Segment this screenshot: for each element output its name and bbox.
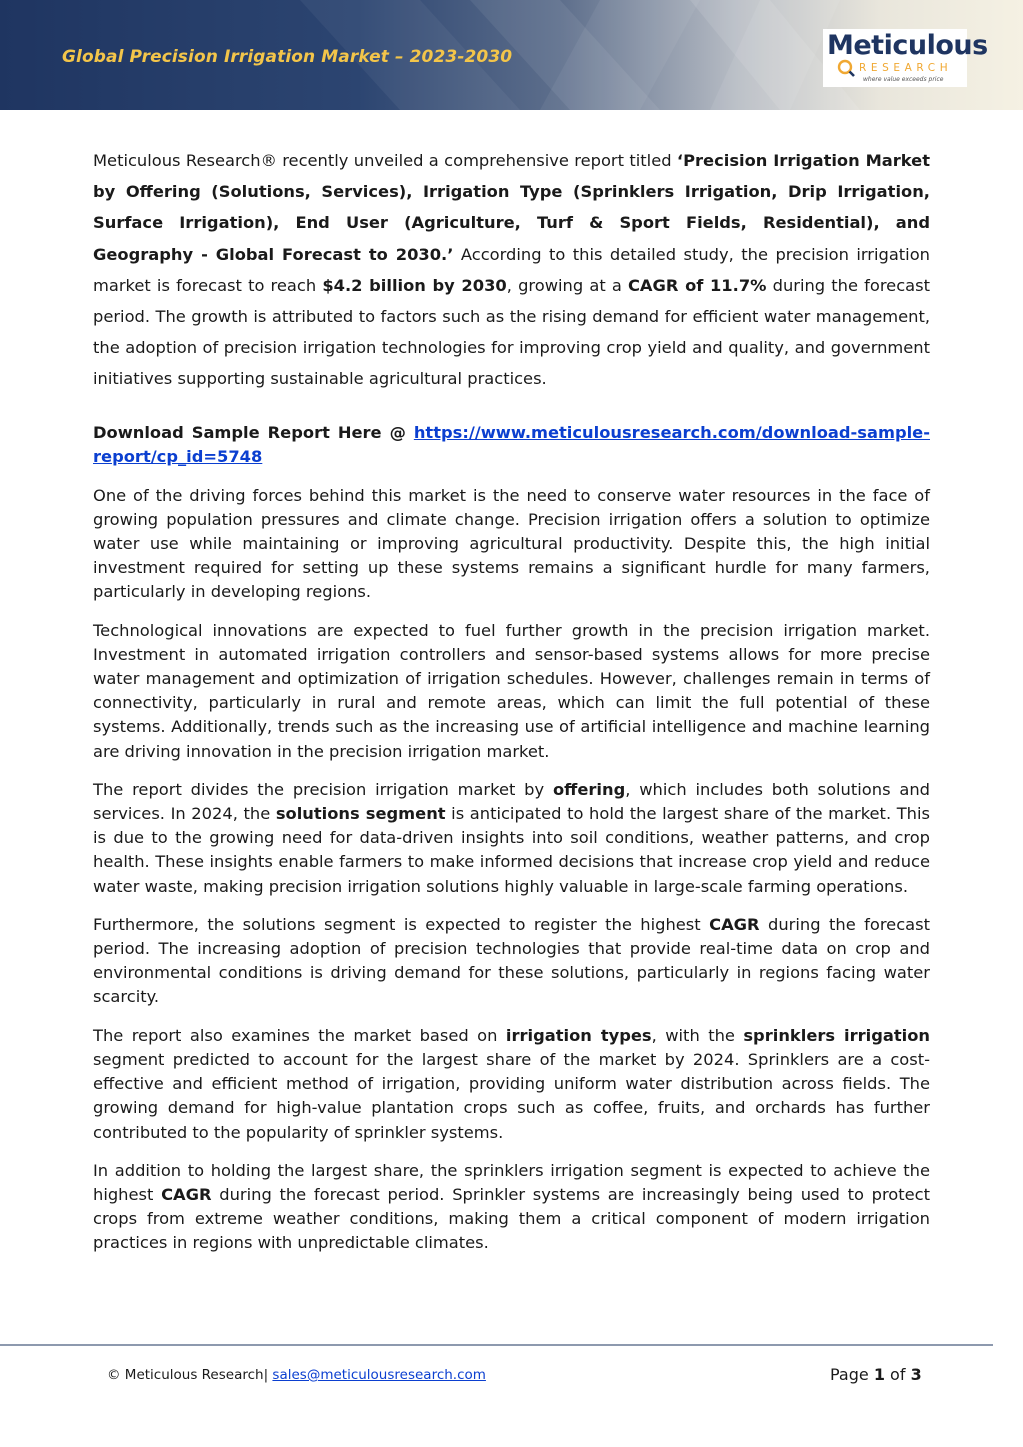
market-cagr: CAGR of 11.7% — [627, 275, 767, 295]
logo-name: Meticulous — [827, 30, 988, 61]
paragraph-solutions-cagr — [93, 913, 930, 1010]
document-title: Global Precision Irrigation Market – 2023-2030 — [62, 47, 513, 67]
document-body — [93, 145, 930, 1256]
paragraph-offering — [93, 778, 930, 899]
logo-sub: RESEARCH — [859, 62, 953, 74]
bold-term: solutions segment — [275, 804, 446, 824]
paragraph-drivers: One of the driving forces behind this market is the need to conserve water resources in the face of growing population pressures and climate change. Precision irrigation offers a solution to optimize water use while maintaining or improving agricultural productivity. Despite this, the high initial investment required for setting up these systems remains a significant hurdle for many farmers, particularly in developing regions. — [93, 485, 930, 602]
bold-term: irrigation types — [505, 1025, 652, 1045]
paragraph-sprinklers-cagr — [93, 1159, 930, 1256]
page-number — [830, 1365, 922, 1384]
paragraph-text: The report also examines the market based on — [93, 1025, 506, 1045]
magnifier-icon — [837, 59, 855, 77]
paragraph-text: , with the — [651, 1025, 744, 1045]
page-of: of — [884, 1365, 911, 1384]
paragraph-text: The report divides the precision irrigation market by — [93, 779, 553, 799]
footer-copyright — [107, 1367, 486, 1383]
copyright-text: © Meticulous Research| — [107, 1367, 273, 1383]
intro-text: According to this detailed study, the precision irrigation market is forecast to reach — [93, 244, 930, 295]
download-label: Download Sample Report Here @ — [93, 422, 414, 442]
bold-term: CAGR — [709, 914, 760, 934]
page-total: 3 — [910, 1365, 922, 1384]
company-logo — [823, 29, 988, 87]
paragraph-technology: Technological innovations are expected to fuel further growth in the precision irrigation market. Investment in automated irrigation controllers and sensor-based systems allows for more precise water management and optimization of irrigation schedules. However, challenges remain in terms of connectivity, particularly in rural and remote areas, which can limit the full potential of these systems. Additionally, trends such as the increasing use of artificial intelligence and machine learning are driving innovation in the precision irrigation market. — [93, 620, 930, 761]
paragraph-text: In addition to holding the largest share, the sprinklers irrigation segment is expected to achieve the highest — [93, 1160, 930, 1204]
report-title: ‘Precision Irrigation Market by Offering (Solutions, Services), Irrigation Type (Sprinklers Irrigation, Drip Irrigation, Surface Irrigation), End User (Agriculture, Turf & Sport Fields, Residential), and Geography - Global Forecast to 2030.’ — [93, 151, 930, 264]
bold-term: sprinklers irrigation — [743, 1025, 931, 1045]
intro-paragraph — [93, 145, 930, 395]
bold-term: CAGR — [161, 1184, 212, 1204]
intro-text: , growing at a — [506, 275, 628, 295]
intro-text: during the forecast period. The growth is attributed to factors such as the rising demand for efficient water management, the adoption of precision irrigation technologies for improving crop yield and quality, and government initiatives supporting sustainable agricultural practices. — [93, 275, 930, 389]
paragraph-text: during the forecast period. Sprinkler systems are increasingly being used to protect crops from extreme weather conditions, making them a critical component of modern irrigation practices in regions with unpredictable climates. — [93, 1184, 930, 1253]
bold-term: offering — [552, 779, 626, 799]
paragraph-text: is anticipated to hold the largest share of the market. This is due to the growing need for data-driven insights into soil conditions, weather patterns, and crop health. These insights enable farmers to make informed decisions that increase crop yield and reduce water waste, making precision irrigation solutions highly valuable in large-scale farming operations. — [93, 804, 930, 896]
intro-text: Meticulous Research® recently unveiled a comprehensive report titled — [93, 151, 677, 170]
market-value: $4.2 billion by 2030 — [322, 275, 507, 295]
download-sample — [93, 421, 930, 469]
paragraph-text: Furthermore, the solutions segment is expected to register the highest — [93, 914, 710, 934]
page-label: Page — [830, 1365, 874, 1384]
email-link[interactable]: sales@meticulousresearch.com — [272, 1367, 486, 1383]
paragraph-text: , which includes both solutions and services. In 2024, the — [93, 779, 930, 824]
paragraph-irrigation-types — [93, 1024, 930, 1145]
paragraph-text: segment predicted to account for the largest share of the market by 2024. Sprinklers are a cost-effective and efficient method of irrigation, providing uniform water distribution across fields. The growing demand for high-value plantation crops such as coffee, fruits, and orchards has further contributed to the popularity of sprinkler systems. — [93, 1049, 930, 1142]
logo-tagline: where value exceeds price — [863, 76, 944, 83]
download-link[interactable]: https://www.meticulousresearch.com/download-sample-report/cp_id=5748 — [93, 422, 930, 466]
page-current: 1 — [873, 1365, 885, 1384]
header-banner — [0, 0, 1023, 110]
footer-divider — [0, 1344, 993, 1346]
paragraph-text: during the forecast period. The increasing adoption of precision technologies that provide real-time data on crop and environmental conditions is driving demand for these solutions, particularly in regions facing water scarcity. — [93, 914, 930, 1007]
